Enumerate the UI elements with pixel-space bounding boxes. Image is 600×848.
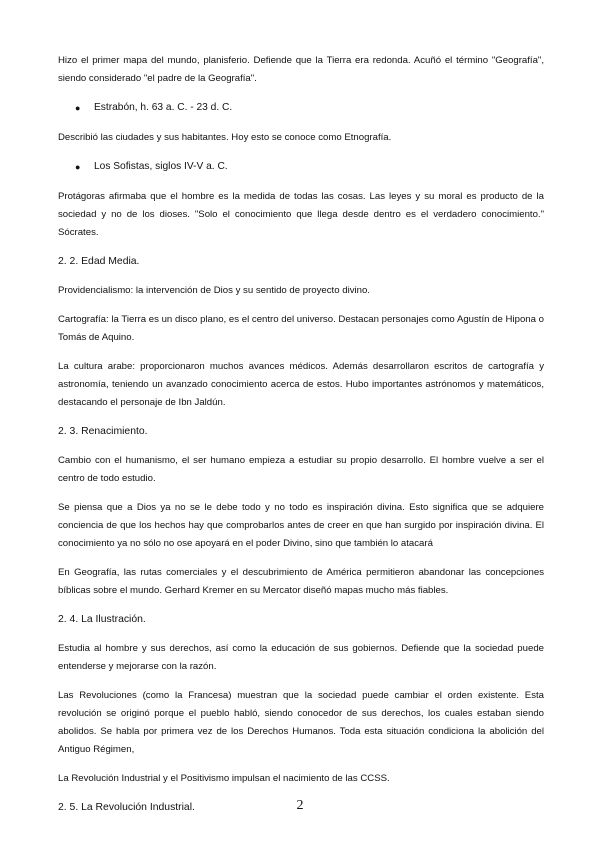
section-heading: 2. 4. La Ilustración. — [58, 614, 146, 625]
paragraph: Describió las ciudades y sus habitantes. Hoy esto se conoce como Etnografía. — [58, 132, 392, 143]
section-heading: 2. 3. Renacimiento. — [58, 426, 148, 437]
section-heading: 2. 5. La Revolución Industrial. — [58, 802, 195, 813]
page-content — [58, 52, 544, 828]
paragraph: Hizo el primer mapa del mundo, planisferio. Defiende que la Tierra era redonda. Acuñó el término "Geografía", siendo considerado "el padre de la Geografía". — [58, 55, 544, 84]
bullet-text: Los Sofistas, siglos IV-V a. C. — [94, 161, 228, 172]
paragraph: Estudia al hombre y sus derechos, así como la educación de sus gobiernos. Defiende que la sociedad puede entenderse y mejorarse con la razón. — [58, 643, 544, 672]
paragraph: La Revolución Industrial y el Positivismo impulsan el nacimiento de las CCSS. — [58, 773, 390, 784]
paragraph: En Geografía, las rutas comerciales y el descubrimiento de América permitieron abandonar las concepciones bíblicas sobre el mundo. Gerhard Kremer en su Mercator diseñó mapas mucho más fiables. — [58, 567, 544, 596]
page-number: 2 — [296, 798, 304, 813]
paragraph: Las Revoluciones (como la Francesa) muestran que la sociedad puede cambiar el orden existente. Esta revolución se originó porque el pueblo habló, siendo conocedor de sus derechos, los cuales estaban siendo abolidos. Se habla por primera vez de los Derechos Humanos. Toda esta situación condiciona la abolición del Antiguo Régimen, — [58, 690, 544, 755]
paragraph: Cambio con el humanismo, el ser humano empieza a estudiar su propio desarrollo. El hombre vuelve a ser el centro de todo estudio. — [58, 455, 544, 484]
bullet-icon: ● — [75, 162, 81, 172]
paragraph: La cultura arabe: proporcionaron muchos avances médicos. Además desarrollaron escritos de cartografía y astronomía, teniendo un avanzado conocimiento acerca de estos. Hubo importantes astrónomos y matemáticos, destacando el personaje de Ibn Jaldún. — [58, 361, 544, 408]
section-heading: 2. 2. Edad Media. — [58, 256, 140, 267]
paragraph: Cartografía: la Tierra es un disco plano, es el centro del universo. Destacan personajes como Agustín de Hipona o Tomás de Aquino. — [58, 314, 544, 343]
bullet-item — [58, 99, 544, 117]
paragraph: Se piensa que a Dios ya no se le debe todo y no todo es inspiración divina. Esto significa que se adquiere conciencia de que los hechos hay que comprobarlos antes de creer en que han surgido por inspiración divina. El conocimiento ya no sólo no ose apoyará en el poder Divino, sino que también lo atacará — [58, 502, 544, 549]
paragraph: Providencialismo: la intervención de Dios y su sentido de proyecto divino. — [58, 285, 370, 296]
paragraph: Protágoras afirmaba que el hombre es la medida de todas las cosas. Las leyes y su moral es producto de la sociedad y no de los dioses. "Solo el conocimiento que llega desde dentro es el verdadero conocimiento." Sócrates. — [58, 191, 544, 238]
bullet-text: Estrabón, h. 63 a. C. - 23 d. C. — [94, 102, 233, 113]
bullet-item — [58, 158, 544, 176]
bullet-icon: ● — [75, 103, 81, 113]
